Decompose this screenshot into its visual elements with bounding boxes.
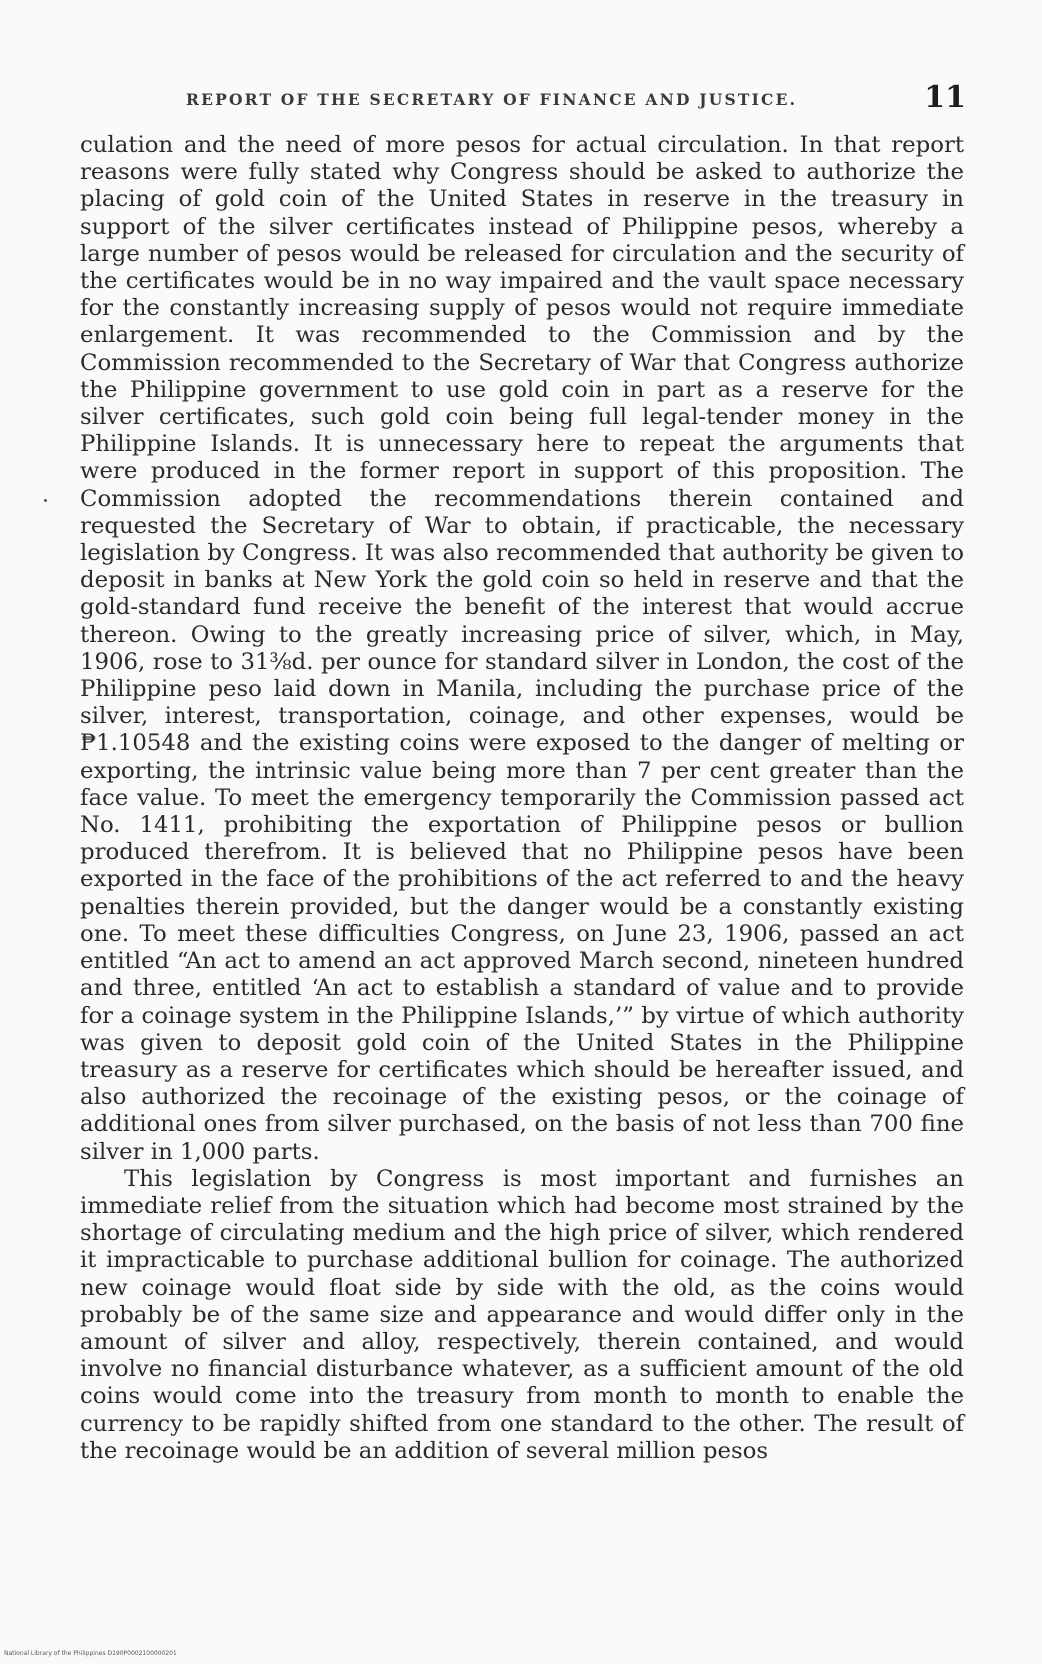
page-header (186, 80, 966, 120)
scan-footer: National Library of the Philippines D190P0002100000201 (4, 1650, 177, 1657)
running-title: REPORT OF THE SECRETARY OF FINANCE AND JUSTICE. (186, 90, 798, 109)
page-number: 11 (924, 80, 966, 115)
paragraph-2: This legislation by Congress is most important and furnishes an immediate relief from the situation which had become most strained by the shortage of circulating medium and the high price of silver, which rendered it impracticable to purchase additional bullion for coinage. The authorized new coinage would float side by side with the old, as the coins would probably be of the same size and appearance and would differ only in the amount of silver and alloy, respectively, therein contained, and would involve no financial disturbance whatever, as a sufficient amount of the old coins would come into the treasury from month to month to enable the currency to be rapidly shifted from one standard to the other. The result of the recoinage would be an addition of several million pesos (80, 1165, 964, 1464)
paragraph-1: culation and the need of more pesos for actual circulation. In that report reasons were fully stated why Congress should be asked to authorize the placing of gold coin of the United States in reserve in the treasury in support of the silver certificates instead of Philippine pesos, whereby a large number of pesos would be released for circulation and the security of the certificates would be in no way impaired and the vault space necessary for the constantly increasing supply of pesos would not require immediate enlargement. It was recommended to the Commission and by the Commission recommended to the Secretary of War that Congress authorize the Philippine government to use gold coin in part as a reserve for the silver certificates, such gold coin being full legal-tender money in the Philippine Islands. It is unnecessary here to repeat the arguments that were produced in the former report in support of this proposition. The Commission adopted the recommendations therein contained and requested the Secretary of War to obtain, if practicable, the necessary legislation by Congress. It was also recommended that authority be given to deposit in banks at New York the gold coin so held in reserve and that the gold-standard fund receive the benefit of the interest that would accrue thereon. Owing to the greatly increasing price of silver, which, in May, 1906, rose to 31⅜d. per ounce for standard silver in London, the cost of the Philippine peso laid down in Manila, including the purchase price of the silver, interest, transportation, coinage, and other expenses, would be ₱1.10548 and the existing coins were exposed to the danger of melting or exporting, the intrinsic value being more than 7 per cent greater than the face value. To meet the emergency temporarily the Commission passed act No. 1411, prohibiting the exportation of Philippine pesos or bullion produced therefrom. It is believed that no Philippine pesos have been exported in the face of the prohibitions of the act referred to and the heavy penalties therein provided, but the danger would be a constantly existing one. To meet these difficulties Congress, on June 23, 1906, passed an act entitled “An act to amend an act approved March second, nineteen hundred and three, entitled ‘An act to establish a standard of value and to provide for a coinage system in the Philippine Islands,’” by virtue of which authority was given to deposit gold coin of the United States in the Philippine treasury as a reserve for certificates which should be hereafter issued, and also authorized the recoinage of the existing pesos, or the coinage of additional ones from silver purchased, on the basis of not less than 700 fine silver in 1,000 parts. (80, 132, 964, 1165)
scan-speck (44, 499, 47, 502)
body-text (80, 132, 964, 1465)
